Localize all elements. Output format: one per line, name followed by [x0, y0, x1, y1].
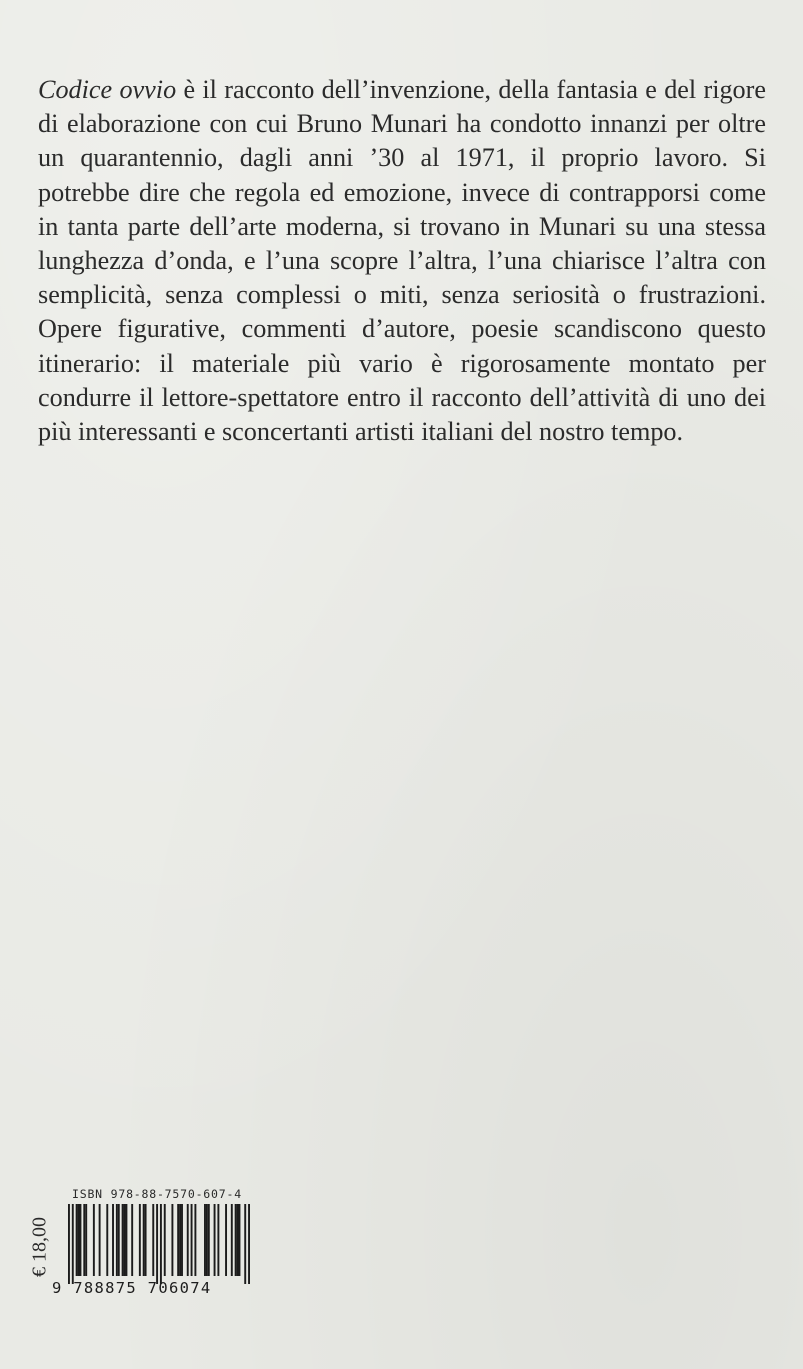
barcode-bar: [191, 1204, 193, 1276]
barcode-bar: [214, 1204, 216, 1276]
barcode-bar: [208, 1204, 210, 1276]
price-text: € 18,00: [28, 1217, 51, 1277]
barcode-bar: [237, 1204, 239, 1276]
barcode-bar: [248, 1204, 250, 1284]
blurb-text: è il racconto dell’invenzione, della fantasia e del rigore di elaborazione con cui Bruno Munari ha condotto innanzi per oltre un quarantennio, dagli anni ’30 al 1971, il proprio lavoro. Si potrebbe dire che regola ed emozione, invece di contrapporsi come in tanta parte dell’arte moderna, si trovano in Munari su una stessa lunghezza d’onda, e l’una scopre l’altra, l’una chiarisce l’altra con semplicità, senza complessi o miti, senza seriosità o frustrazioni. Opere figurative, commenti d’autore, poesie scandiscono questo itinerario: il materiale più vario è rigorosamente montato per condurre il lettore-spettatore entro il racconto dell’attività di uno dei più interessanti e sconcertanti artisti italiani del nostro tempo.: [38, 75, 766, 447]
barcode-bar: [244, 1204, 246, 1284]
barcode-bar: [72, 1204, 74, 1284]
barcode-bar: [206, 1204, 208, 1276]
barcode-bar: [122, 1204, 124, 1276]
barcode-bar: [76, 1204, 78, 1276]
isbn-label: ISBN 978-88-7570-607-4: [72, 1187, 242, 1201]
barcode-bar: [68, 1204, 70, 1284]
barcode-bar: [125, 1204, 127, 1276]
barcode-bar: [181, 1204, 183, 1276]
barcode-bar: [116, 1204, 118, 1276]
barcode-bar: [106, 1204, 108, 1276]
barcode-bar: [225, 1204, 227, 1276]
price-label: [28, 1199, 52, 1295]
barcode-bar: [179, 1204, 181, 1276]
barcode-bar: [143, 1204, 145, 1276]
barcode-bar: [204, 1204, 206, 1276]
barcode-bar: [85, 1204, 87, 1276]
barcode-bar: [164, 1204, 166, 1276]
barcode-bar: [156, 1204, 158, 1284]
barcode-bar: [78, 1204, 80, 1276]
barcode-bar: [83, 1204, 85, 1276]
barcode-bar: [124, 1204, 126, 1276]
barcode-bar: [239, 1204, 241, 1276]
barcode-bar: [171, 1204, 173, 1276]
back-cover-blurb: [38, 73, 766, 449]
barcode-bar: [112, 1204, 114, 1276]
barcode-bar: [145, 1204, 147, 1276]
book-title: Codice ovvio: [38, 75, 177, 104]
barcode-number: 9 788875 706074: [52, 1279, 212, 1297]
barcode-bar: [93, 1204, 95, 1276]
barcode-bar: [231, 1204, 233, 1276]
barcode-block: [26, 1187, 258, 1302]
barcode-bar: [160, 1204, 162, 1284]
barcode-bar: [152, 1204, 154, 1276]
barcode-bar: [99, 1204, 101, 1276]
barcode-bar: [235, 1204, 237, 1276]
barcode-bar: [79, 1204, 81, 1276]
barcode-bar: [139, 1204, 141, 1276]
barcode-bar: [118, 1204, 120, 1276]
barcode-bar: [177, 1204, 179, 1276]
barcode-bar: [194, 1204, 196, 1276]
barcode-bars: [68, 1204, 250, 1284]
barcode-bar: [217, 1204, 219, 1276]
barcode-bar: [131, 1204, 133, 1276]
barcode-bar: [187, 1204, 189, 1276]
